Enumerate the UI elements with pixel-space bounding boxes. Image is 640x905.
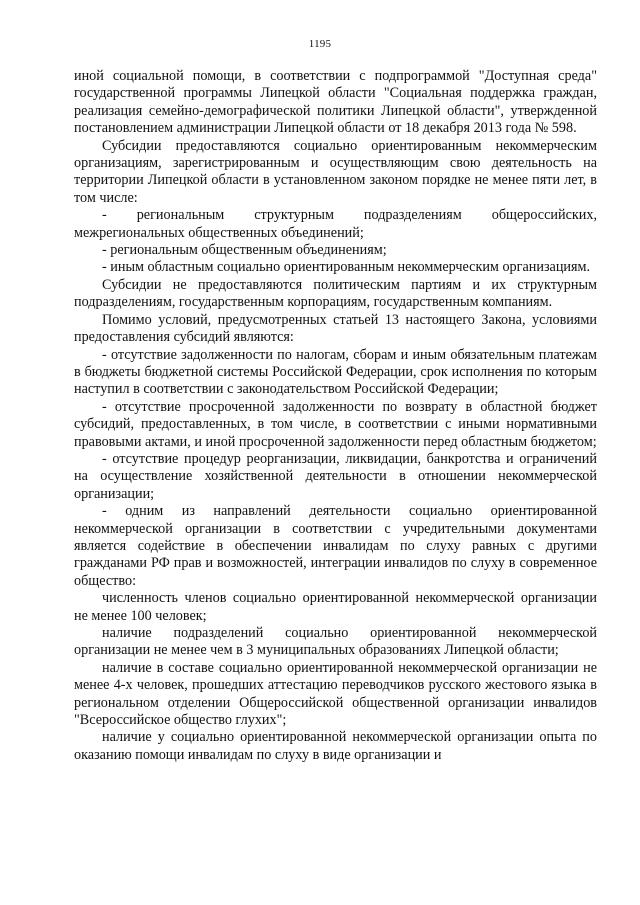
list-item: - региональным общественным объединениям; [102, 242, 387, 259]
criterion-item: наличие подразделений социально ориентированной некоммерческой организации не менее чем в 3 муниципальных образованиях Липецкой области; [74, 625, 597, 659]
list-item: - отсутствие задолженности по налогам, сборам и иным обязательным платежам в бюджеты бюджетной системы Российской Федерации, срок исполнения по которым наступил в соответствии с законодательством Российской Федерации; [74, 346, 597, 398]
page-number: 1195 [308, 38, 332, 50]
criterion-item: наличие в составе социально ориентированной некоммерческой организации не менее 4-х человек, прошедших аттестацию переводчиков русского жестового языка в региональном отделении Общероссийской общественной организации инвалидов "Всероссийское общество глухих"; [74, 659, 597, 729]
criterion-item: численность членов социально ориентированной некоммерческой организации не менее 100 человек; [74, 590, 597, 624]
criterion-item: наличие у социально ориентированной некоммерческой организации опыта по оказанию помощи инвалидам по слуху в виде организации и [74, 729, 597, 763]
list-item: - региональным структурным подразделениям общероссийских, межрегиональных общественных объединений; [74, 207, 597, 241]
paragraph: Субсидии предоставляются социально ориентированным некоммерческим организациям, зарегистрированным и осуществляющим свою деятельность на территории Липецкой области в установленном законом порядке не менее пяти лет, в том числе: [74, 137, 597, 206]
list-item: - иным областным социально ориентированным некоммерческим организациям. [102, 259, 591, 276]
list-item: - одним из направлений деятельности социально ориентированной некоммерческой организации в соответствии с учредительными документами является содействие в обеспечении инвалидам по слуху равных с другими гражданами РФ прав и возможностей, интеграции инвалидов по слуху в современное общество: [74, 503, 597, 589]
paragraph: Помимо условий, предусмотренных статьей 13 настоящего Закона, условиями предоставления субсидий являются: [74, 311, 597, 346]
paragraph: Субсидии не предоставляются политическим партиям и их структурным подразделениям, государственным корпорациям, государственным компаниям. [74, 276, 597, 311]
list-item: - отсутствие просроченной задолженности по возврату в областной бюджет субсидий, предоставленных, в том числе, в соответствии с иными нормативными правовыми актами, и иной просроченной задолженности перед областным бюджетом; [74, 398, 597, 450]
list-item: - отсутствие процедур реорганизации, ликвидации, банкротства и ограничений на осуществление хозяйственной деятельности в отношении некоммерческой организации; [74, 450, 597, 502]
paragraph: иной социальной помощи, в соответствии с подпрограммой "Доступная среда" государственной программы Липецкой области "Социальная поддержка граждан, реализация семейно-демографической политики Липецкой области", утвержденной постановлением администрации Липецкой области от 18 декабря 2013 года № 598. [74, 68, 597, 137]
document-body [74, 68, 597, 764]
